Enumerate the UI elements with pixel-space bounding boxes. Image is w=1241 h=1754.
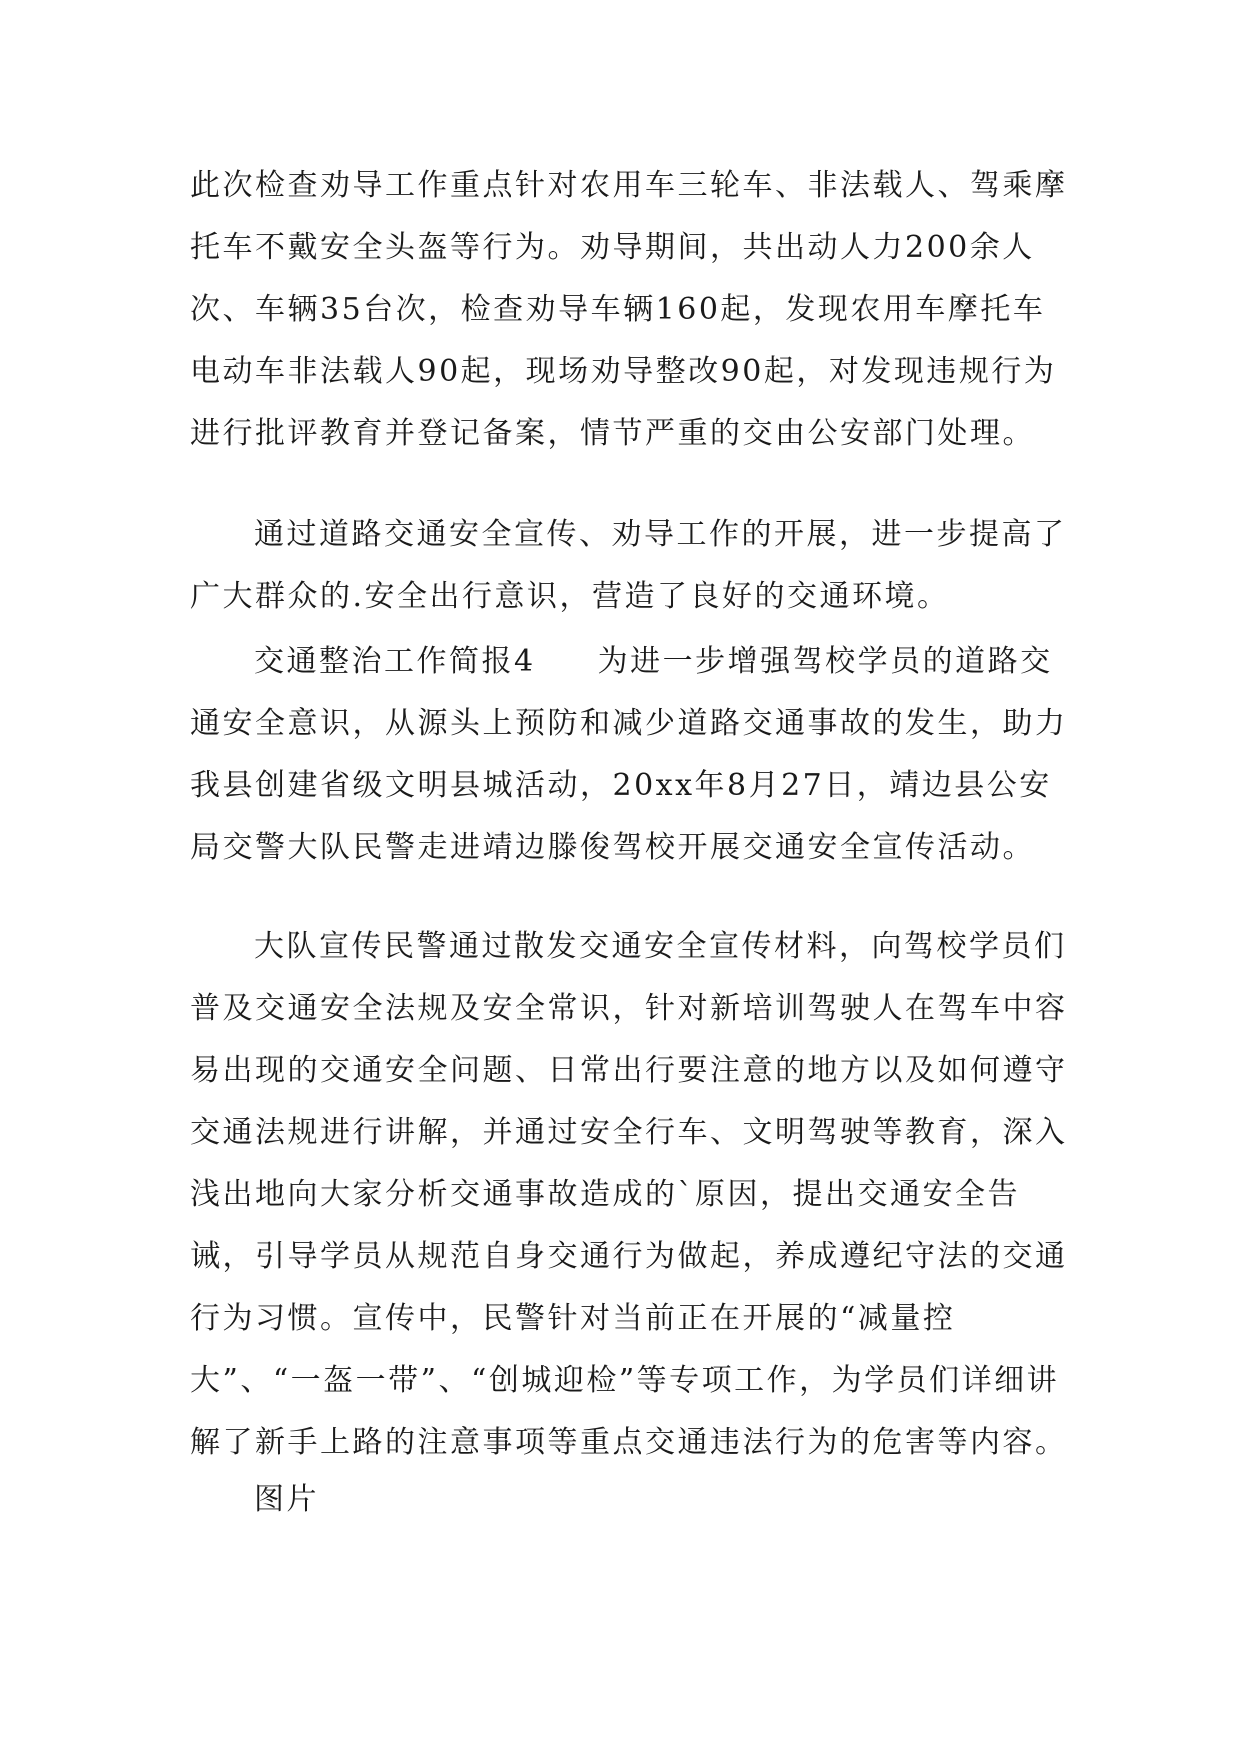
paragraph-publicity-outcome: 通过道路交通安全宣传、劝导工作的开展，进一步提高了广大群众的.安全出行意识，营造了良好的交通环境。 xyxy=(190,517,1067,614)
briefing-body: 为进一步增强驾校学员的道路交通安全意识，从源头上预防和减少道路交通事故的发生，助力我县创建省级文明县城活动，20xx年8月27日，靖边县公安局交警大队民警走进靖边滕俊驾校开展交通安全宣传活动。 xyxy=(190,644,1068,865)
paragraph-briefing-4 xyxy=(190,631,1070,879)
paragraph-driving-school-publicity: 大队宣传民警通过散发交通安全宣传材料，向驾校学员们普及交通安全法规及安全常识，针对新培训驾驶人在驾车中容易出现的交通安全问题、日常出行要注意的地方以及如何遵守交通法规进行讲解，并通过安全行车、文明驾驶等教育，深入浅出地向大家分析交通事故造成的`原因，提出交通安全告诫，引导学员从规范自身交通行为做起，养成遵纪守法的交通行为习惯。宣传中，民警针对当前正在开展的“减量控大”、“一盔一带”、“创城迎检”等专项工作，为学员们详细讲解了新手上路的注意事项等重点交通违法行为的危害等内容。 xyxy=(190,929,1068,1460)
paragraph-inspection-results: 此次检查劝导工作重点针对农用车三轮车、非法载人、驾乘摩托车不戴安全头盔等行为。劝导期间，共出动人力200余人次、车辆35台次，检查劝导车辆160起，发现农用车摩托车电动车非法载人90起，现场劝导整改90起，对发现违规行为进行批评教育并登记备案，情节严重的交由公安部门处理。 xyxy=(190,168,1068,451)
paragraph-image-caption: 图片 xyxy=(254,1482,319,1517)
briefing-heading: 交通整治工作简报4 xyxy=(254,644,536,679)
